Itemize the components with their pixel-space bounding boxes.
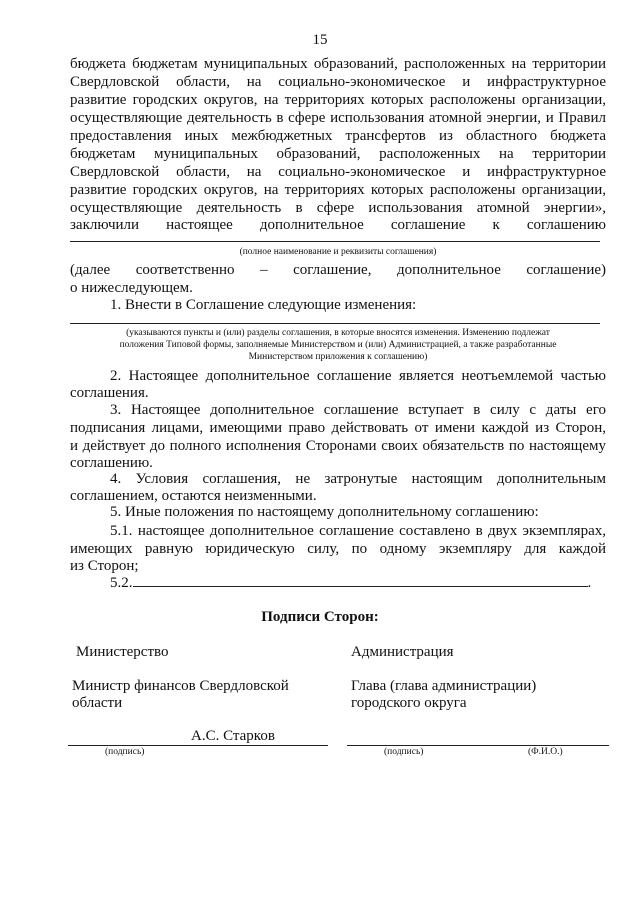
para1-line: развитие городских округов, на территориях которых расположены организации, [70, 182, 606, 198]
para1-line: Свердловской области, на социально-экономическое и инфраструктурное [70, 164, 606, 180]
para1-line: бюджета бюджетам муниципальных образований, расположенных на территории [70, 56, 606, 72]
item-2-line: соглашения. [70, 385, 149, 401]
left-position-line: области [72, 695, 123, 711]
item-5: 5. Иные положения по настоящему дополнительному соглашению: [110, 504, 539, 520]
item-5-2-fill-line[interactable] [133, 586, 588, 587]
changes-note-line: (указываются пункты и (или) разделы соглашения, в которые вносятся изменения. Изменению подлежат [126, 328, 550, 338]
para1-line: осуществляющие деятельность в сфере использования атомной энергии», [70, 200, 606, 216]
page-number: 15 [312, 32, 328, 48]
item-4-line: соглашением, остаются неизменными. [70, 488, 317, 504]
para2-line: (далее соответственно – соглашение, дополнительное соглашение) [70, 262, 606, 278]
item-5-1-line: имеющих равную юридическую силу, по одному экземпляру для каждой [70, 541, 606, 557]
changes-note-line: Министерством приложения к соглашению) [248, 352, 428, 362]
para1-line: заключили настоящее дополнительное соглашение к соглашению [70, 217, 606, 233]
right-signature-line[interactable] [347, 745, 609, 746]
item-3-line: подписания лицами, имеющими право действовать от имени каждой из Сторон, [70, 420, 606, 436]
right-party: Администрация [351, 644, 454, 660]
changes-fill-line[interactable] [70, 323, 600, 324]
para1-line: предоставления иных межбюджетных трансфертов из областного бюджета [70, 128, 606, 144]
right-signature-caption: (подпись) [384, 747, 424, 757]
item-3-line: 3. Настоящее дополнительное соглашение вступает в силу с даты его [110, 402, 606, 418]
agreement-fill-line[interactable] [70, 241, 600, 242]
item-5-1-line: из Сторон; [70, 558, 139, 574]
changes-note-line: положения Типовой формы, заполняемые Министерством и (или) Администрацией, а также разработанные [119, 340, 557, 350]
item-5-2-end: . [587, 575, 592, 591]
right-position-line: Глава (глава администрации) [351, 678, 537, 694]
item-4-line: 4. Условия соглашения, не затронутые настоящим дополнительным [110, 471, 606, 487]
item-1: 1. Внести в Соглашение следующие изменения: [110, 297, 417, 313]
signatures-header: Подписи Сторон: [261, 609, 379, 625]
left-position-line: Министр финансов Свердловской [72, 678, 289, 694]
para1-line: развитие городских округов, на территориях которых расположены организации, [70, 92, 606, 108]
left-signer-name: А.С. Старков [191, 728, 275, 744]
agreement-note: (полное наименование и реквизиты соглашения) [239, 247, 437, 257]
item-3-line: и действует до полного исполнения Сторонами своих обязательств по настоящему [70, 438, 606, 454]
para1-line: осуществляющие деятельность в сфере использования атомной энергии, и Правил [70, 110, 606, 126]
right-name-caption: (Ф.И.О.) [528, 747, 563, 757]
item-2-line: 2. Настоящее дополнительное соглашение является неотъемлемой частью [110, 368, 606, 384]
para2-line: о нижеследующем. [70, 280, 193, 296]
item-5-2-label: 5.2. [110, 575, 133, 591]
para1-line: бюджетам муниципальных образований, расположенных на территории [70, 146, 606, 162]
left-signature-caption: (подпись) [105, 747, 145, 757]
para1-line: Свердловской области, на социально-экономическое и инфраструктурное [70, 74, 606, 90]
right-position-line: городского округа [351, 695, 467, 711]
item-5-2 [70, 574, 606, 592]
left-signature-line[interactable] [68, 745, 328, 746]
left-party: Министерство [76, 644, 169, 660]
item-3-line: соглашению. [70, 455, 153, 471]
item-5-1-line: 5.1. настоящее дополнительное соглашение составлено в двух экземплярах, [110, 523, 606, 539]
